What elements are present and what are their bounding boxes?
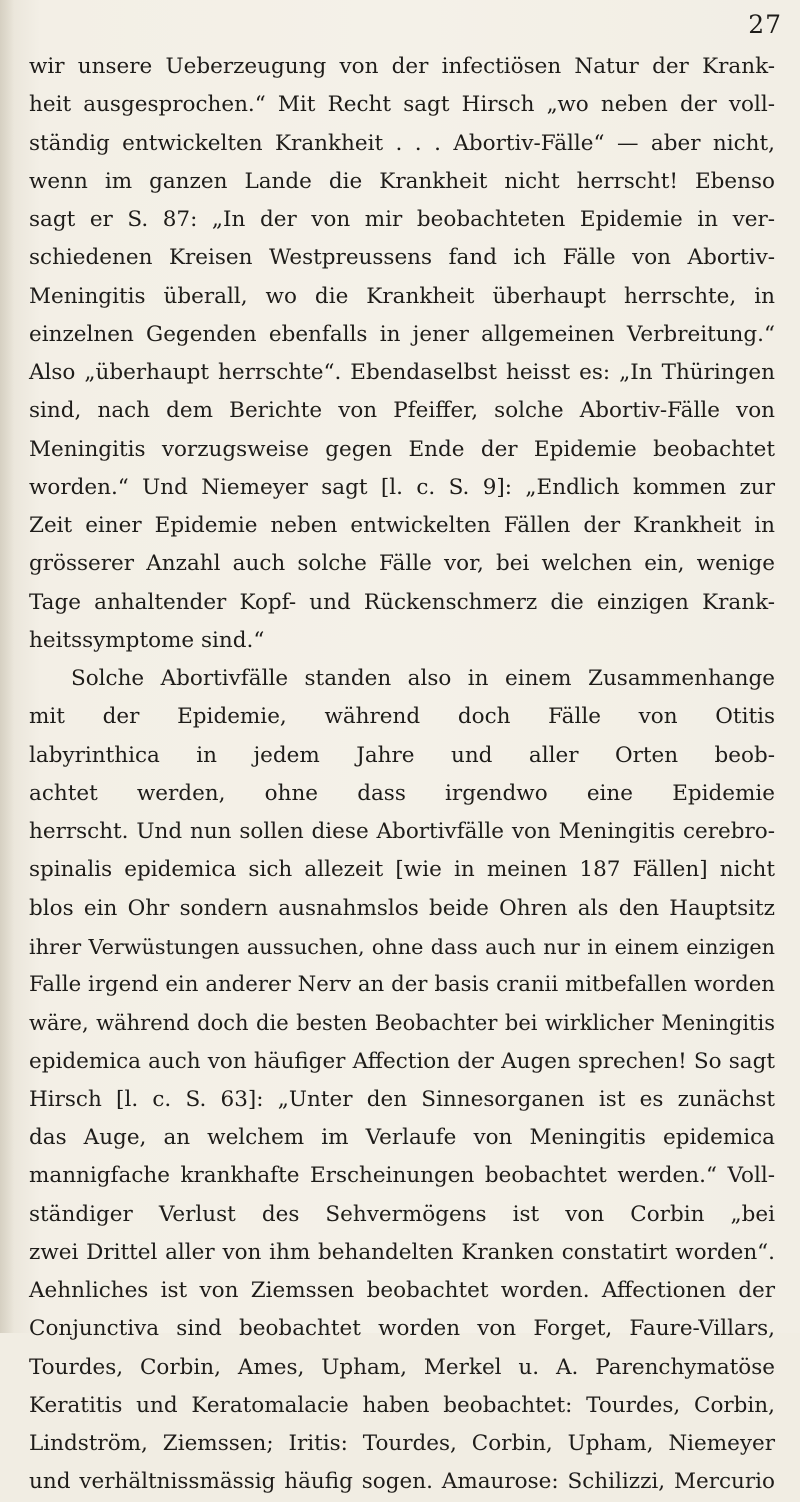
text-line: Solche Abortivfälle standen also in einem Zusammenhange	[71, 666, 775, 691]
text-line: und verhältnissmässig häufig sogen. Amaurose: Schilizzi, Mercurio	[29, 1469, 775, 1495]
text-line: zwei Drittel aller von ihm behandelten Kranken constatirt worden“.	[29, 1239, 775, 1265]
text-line: achtet werden, ohne dass irgendwo eine Epidemie	[29, 780, 775, 806]
text-line: ständiger Verlust des Sehvermögens ist von Corbin „bei	[29, 1201, 775, 1227]
text-line: Aehnliches ist von Ziemssen beobachtet worden. Affectionen der	[29, 1278, 775, 1303]
text-line: spinalis epidemica sich allezeit [wie in meinen 187 Fällen] nicht	[29, 857, 775, 883]
text-line: grösserer Anzahl auch solche Fälle vor, bei welchen ein, wenige	[29, 551, 775, 577]
text-line: ständig entwickelten Krankheit . . . Abortiv-Fälle“ — aber nicht,	[29, 130, 775, 156]
text-line: worden.“ Und Niemeyer sagt [l. c. S. 9]: „Endlich kommen zur	[29, 474, 775, 500]
text-line: wäre, während doch die besten Beobachter bei wirklicher Meningitis	[29, 1011, 775, 1036]
text-line: sind, nach dem Berichte von Pfeiffer, solche Abortiv-Fälle von	[29, 398, 775, 424]
text-line: schiedenen Kreisen Westpreussens fand ich Fälle von Abortiv-	[29, 245, 775, 271]
text-line: wir unsere Ueberzeugung von der infectiösen Natur der Krank-	[29, 54, 775, 79]
text-line: blos ein Ohr sondern ausnahmslos beide Ohren als den Hauptsitz	[29, 895, 775, 921]
text-line: Zeit einer Epidemie neben entwickelten Fällen der Krankheit in	[29, 513, 775, 538]
text-line: Hirsch [l. c. S. 63]: „Unter den Sinnesorganen ist es zunächst	[29, 1086, 775, 1112]
text-line: heit ausgesprochen.“ Mit Recht sagt Hirsch „wo neben der voll-	[29, 92, 775, 118]
text-line: sagt er S. 87: „In der von mir beobachteten Epidemie in ver-	[29, 207, 775, 232]
text-line: ihrer Verwüstungen aussuchen, ohne dass auch nur in einem einzigen	[29, 934, 775, 959]
text-line: Also „überhaupt herrschte“. Ebendaselbst heisst es: „In Thüringen	[29, 360, 775, 385]
text-line: wenn im ganzen Lande die Krankheit nicht herrscht! Ebenso	[29, 168, 775, 194]
text-line: herrscht. Und nun sollen diese Abortivfälle von Meningitis cerebro-	[29, 819, 775, 844]
text-line: epidemica auch von häufiger Affection der Augen sprechen! So sagt	[29, 1048, 775, 1074]
text-line: Tourdes, Corbin, Ames, Upham, Merkel u. A. Parenchymatöse	[29, 1354, 775, 1380]
text-line: labyrinthica in jedem Jahre und aller Orten beob-	[29, 742, 775, 768]
text-line: Tage anhaltender Kopf- und Rückenschmerz die einzigen Krank-	[29, 589, 775, 615]
page-number: 27	[748, 10, 782, 39]
text-line: mit der Epidemie, während doch Fälle von Otitis	[29, 704, 775, 730]
text-line: Lindström, Ziemssen; Iritis: Tourdes, Corbin, Upham, Niemeyer	[29, 1431, 775, 1456]
text-line: heitssymptome sind.“	[29, 627, 265, 653]
text-line: Keratitis und Keratomalacie haben beobachtet: Tourdes, Corbin,	[29, 1392, 775, 1418]
binding-shadow	[0, 0, 14, 1333]
text-line: Meningitis überall, wo die Krankheit überhaupt herrschte, in	[29, 283, 775, 309]
body-text	[29, 48, 775, 1502]
text-line: mannigfache krankhafte Erscheinungen beobachtet werden.“ Voll-	[29, 1163, 775, 1189]
text-line: das Auge, an welchem im Verlaufe von Meningitis epidemica	[29, 1125, 775, 1150]
text-line: Conjunctiva sind beobachtet worden von Forget, Faure-Villars,	[29, 1316, 775, 1342]
text-line: Meningitis vorzugsweise gegen Ende der Epidemie beobachtet	[29, 436, 775, 462]
text-line: einzelnen Gegenden ebenfalls in jener allgemeinen Verbreitung.“	[29, 321, 775, 347]
text-line: Falle irgend ein anderer Nerv an der basis cranii mitbefallen worden	[29, 972, 775, 997]
